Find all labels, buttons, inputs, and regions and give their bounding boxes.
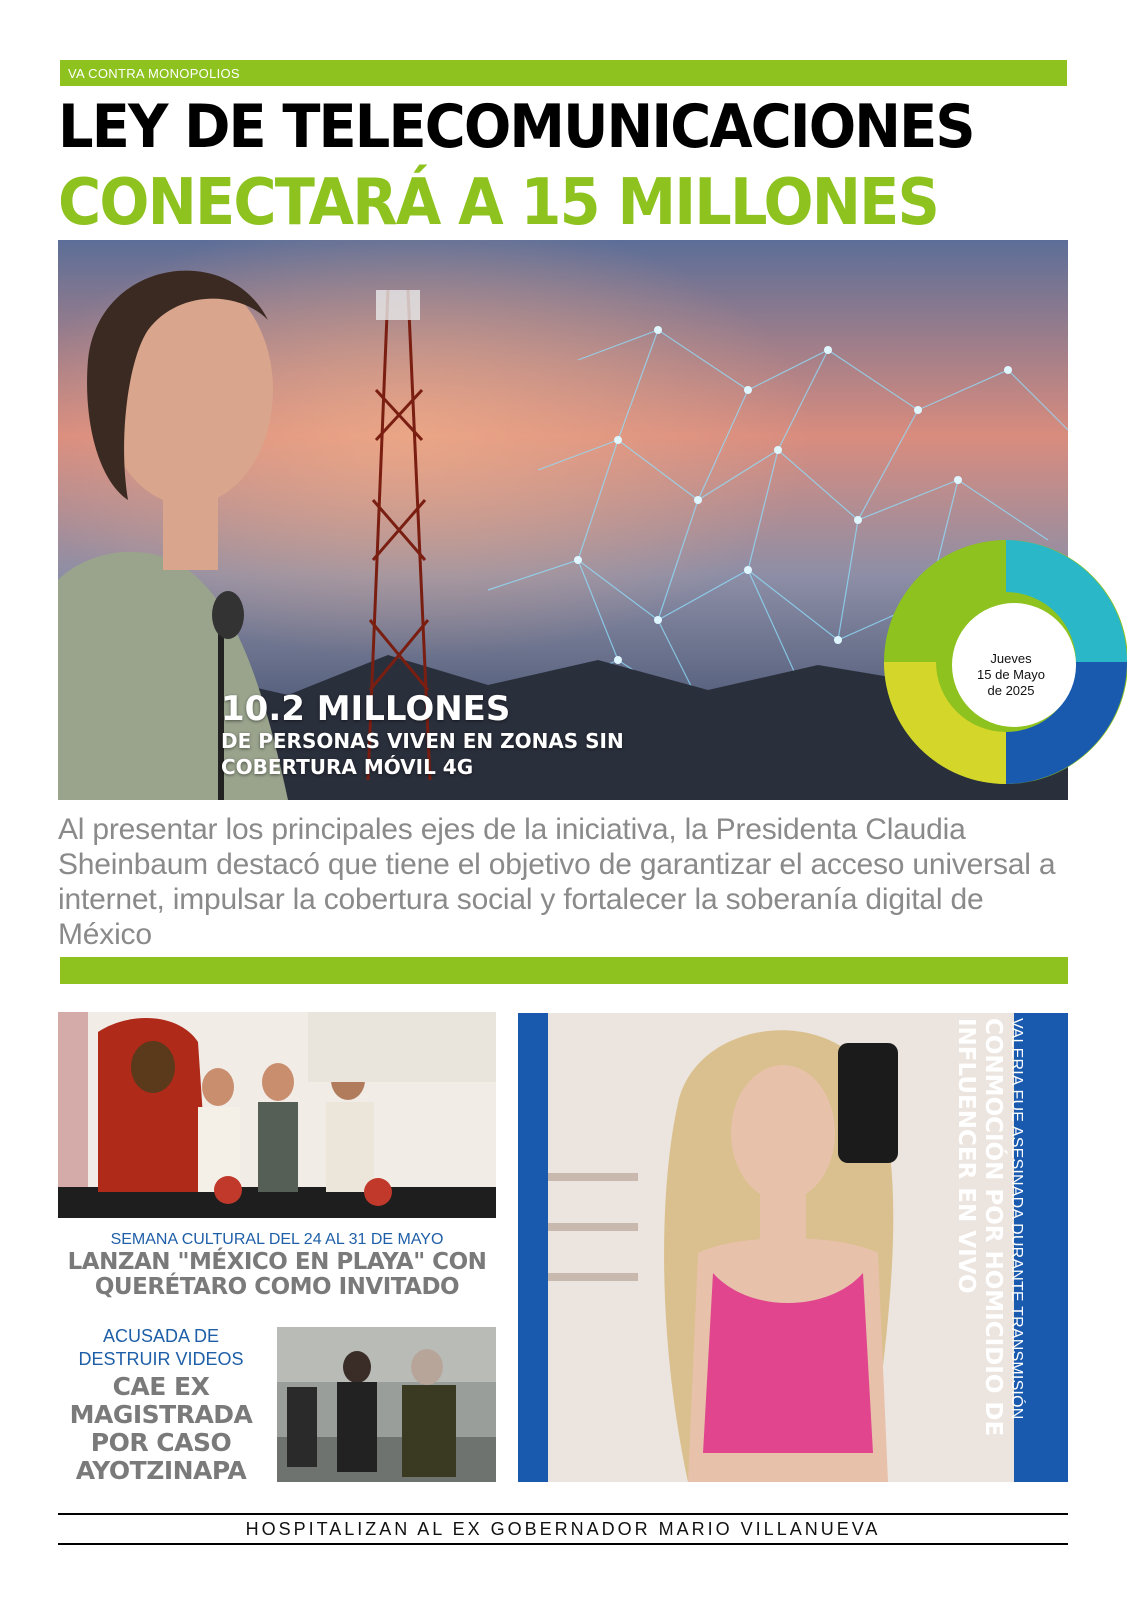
section-kicker: VA CONTRA MONOPOLIOS [68, 66, 240, 81]
influencer-story-copy [952, 1018, 1034, 1438]
main-headline-line1[interactable]: LEY DE TELECOMUNICACIONES [58, 92, 974, 162]
cultural-photo-illustration [58, 1012, 496, 1218]
bottom-rule-bottom [58, 1543, 1068, 1545]
hero-stat-caption: DE PERSONAS VIVEN EN ZONAS SIN COBERTURA MÓVIL 4G [221, 729, 624, 779]
hero-stat [221, 690, 681, 780]
cultural-story-kicker: SEMANA CULTURAL DEL 24 AL 31 DE MAYO [110, 1231, 444, 1248]
date-badge [965, 651, 1057, 699]
cultural-story-headline[interactable]: LANZAN "MÉXICO EN PLAYA" CON QUERÉTARO COMO INVITADO [67, 1249, 487, 1300]
influencer-photo-illustration [548, 1013, 1014, 1482]
date-badge-day: Jueves [990, 651, 1032, 666]
cultural-story-photo[interactable] [58, 1012, 496, 1218]
section-kicker-bar [60, 60, 1067, 86]
date-badge-year: de 2025 [987, 683, 1035, 698]
ex-magistrate-kicker: ACUSADA DE DESTRUIR VIDEOS [78, 1326, 244, 1369]
bottom-headline[interactable]: HOSPITALIZAN AL EX GOBERNADOR MARIO VILLANUEVA [245, 1519, 881, 1539]
section-divider [60, 957, 1068, 984]
ex-magistrate-photo[interactable] [277, 1327, 496, 1482]
influencer-story-headline[interactable]: CONMOCIÓN POR HOMICIDIO DE INFLUENCER EN VIVO [953, 1018, 1006, 1437]
date-badge-date: 15 de Mayo [977, 667, 1045, 682]
hero-stat-number: 10.2 MILLONES [221, 689, 511, 729]
main-headline-line2[interactable]: CONECTARÁ A 15 MILLONES [58, 166, 939, 240]
influencer-story-kicker: VALERIA FUE ASESINADA DURANTE TRANSMISIÓN [1008, 1018, 1025, 1420]
influencer-story-photo[interactable] [548, 1013, 1014, 1482]
bottom-rule-top [58, 1513, 1068, 1515]
main-story-deck: Al presentar los principales ejes de la iniciativa, la Presidenta Claudia Sheinbaum destacó que tiene el objetivo de garantizar el acceso universal a internet, impulsar la cobertura social y fortalecer la soberanía digital de México [58, 813, 1056, 951]
ex-magistrate-photo-illustration [277, 1327, 496, 1482]
ex-magistrate-headline[interactable]: CAE EX MAGISTRADA POR CASO AYOTZINAPA [69, 1372, 253, 1485]
